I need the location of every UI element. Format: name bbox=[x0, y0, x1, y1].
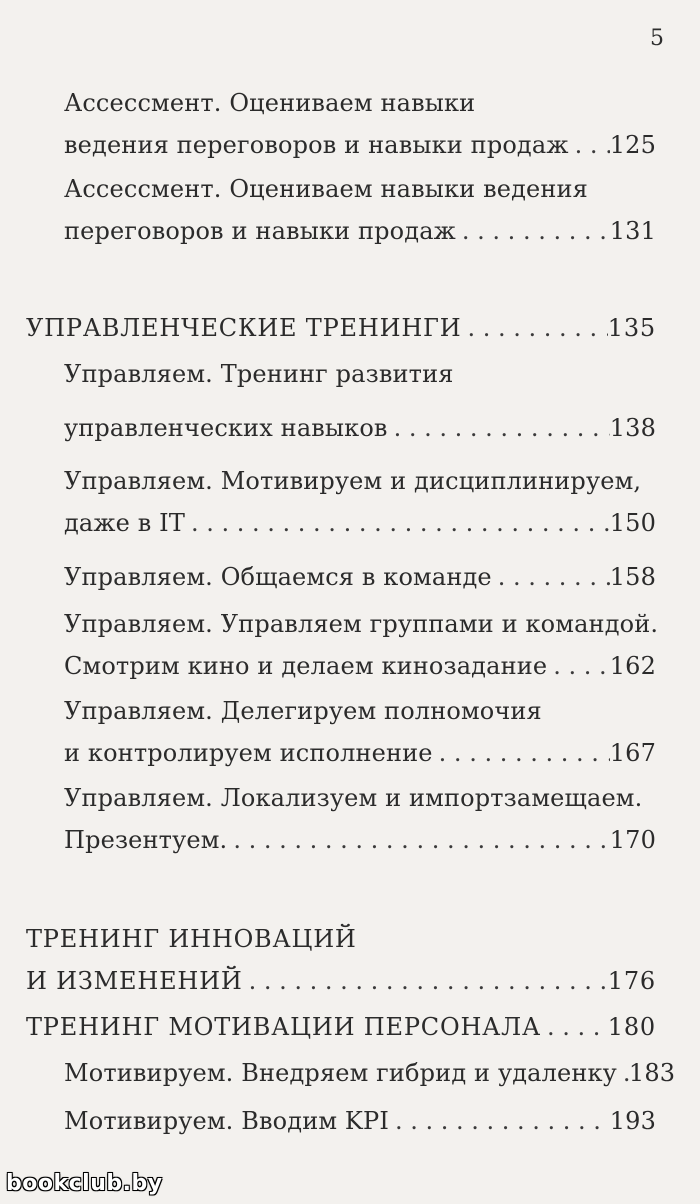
toc-entry-line: Управляем. Управляем группами и командой. bbox=[64, 610, 659, 638]
toc-entry-last-line bbox=[64, 210, 656, 252]
toc-page-number: 125 bbox=[609, 131, 656, 159]
toc-entry bbox=[64, 460, 656, 544]
toc-entry-line: Управляем. Мотивируем и дисциплинируем, bbox=[64, 467, 642, 495]
toc-page-number: 167 bbox=[609, 739, 656, 767]
toc-page-number: 183 bbox=[628, 1059, 676, 1087]
toc-page-number: 150 bbox=[609, 509, 656, 537]
dot-leader bbox=[389, 1100, 610, 1142]
toc-entry-last-line bbox=[26, 960, 656, 1002]
toc-entry bbox=[64, 603, 659, 687]
toc-entry-last-line bbox=[64, 645, 656, 687]
dot-leader bbox=[456, 210, 610, 252]
toc-entry-title: переговоров и навыки продаж bbox=[64, 217, 456, 245]
toc-page-number: 176 bbox=[607, 967, 656, 995]
toc-section-title: УПРАВЛЕНЧЕСКИЕ ТРЕНИНГИ bbox=[26, 314, 462, 342]
toc-entry-last-line bbox=[64, 732, 656, 774]
dot-leader bbox=[227, 819, 609, 861]
dot-leader bbox=[243, 960, 608, 1002]
toc-entry-title: Мотивируем. Вводим KPI bbox=[64, 1107, 389, 1135]
toc-page-number: 138 bbox=[609, 414, 656, 442]
dot-leader bbox=[433, 732, 610, 774]
toc-section-line: ТРЕНИНГ ИННОВАЦИЙ bbox=[26, 925, 357, 953]
toc-entry-last-line bbox=[64, 502, 656, 544]
toc-entry-line: Ассессмент. Оцениваем навыки ведения bbox=[64, 175, 588, 203]
toc-entry-title: и контролируем исполнение bbox=[64, 739, 433, 767]
dot-leader bbox=[185, 502, 610, 544]
toc-entry-line: Ассессмент. Оцениваем навыки bbox=[64, 89, 476, 117]
dot-leader bbox=[388, 407, 610, 449]
toc-entry bbox=[64, 168, 656, 252]
toc-page-number: 193 bbox=[609, 1107, 656, 1135]
toc-page-number: 170 bbox=[609, 826, 656, 854]
toc-entry-title: ведения переговоров и навыки продаж bbox=[64, 131, 569, 159]
dot-leader bbox=[547, 645, 610, 687]
dot-leader bbox=[569, 124, 610, 166]
toc-entry-title: даже в IT bbox=[64, 509, 185, 537]
toc-entry-title: Смотрим кино и делаем кинозадание bbox=[64, 652, 548, 680]
toc-section-title: И ИЗМЕНЕНИЙ bbox=[26, 967, 243, 995]
toc-entry-last-line bbox=[26, 1006, 656, 1048]
page-number: 5 bbox=[650, 26, 664, 51]
toc-entry-last-line bbox=[64, 1100, 656, 1142]
toc-entry-last-line bbox=[64, 407, 656, 449]
toc-entry bbox=[64, 82, 656, 166]
toc-page-number: 131 bbox=[609, 217, 656, 245]
toc-section-heading bbox=[26, 307, 656, 349]
dot-leader bbox=[492, 556, 610, 598]
toc-entry bbox=[64, 1052, 676, 1094]
site-watermark: bookclub.by bbox=[6, 1171, 163, 1196]
toc-page-number: 180 bbox=[607, 1013, 656, 1041]
toc-entry-last-line bbox=[64, 1052, 676, 1094]
toc-page-number: 162 bbox=[609, 652, 656, 680]
toc-entry-line: Управляем. Тренинг развития bbox=[64, 360, 454, 388]
toc-entry bbox=[64, 777, 656, 861]
toc-page-number: 158 bbox=[609, 563, 656, 591]
toc-entry-last-line bbox=[26, 307, 656, 349]
toc-section-heading bbox=[26, 1006, 656, 1048]
dot-leader bbox=[461, 307, 607, 349]
toc-entry-last-line bbox=[64, 124, 656, 166]
toc-entry bbox=[64, 353, 656, 449]
toc-page-number: 135 bbox=[607, 314, 656, 342]
toc-entry-line: Управляем. Делегируем полномочия bbox=[64, 697, 542, 725]
toc-entry bbox=[64, 690, 656, 774]
toc-entry bbox=[64, 556, 656, 598]
dot-leader bbox=[617, 1052, 629, 1094]
toc-section-heading bbox=[26, 918, 656, 1002]
toc-entry-last-line bbox=[64, 819, 656, 861]
dot-leader bbox=[541, 1006, 608, 1048]
toc-entry-title: управленческих навыков bbox=[64, 414, 388, 442]
toc-entry-title: Управляем. Общаемся в команде bbox=[64, 563, 492, 591]
toc-entry bbox=[64, 1100, 656, 1142]
toc-section-title: ТРЕНИНГ МОТИВАЦИИ ПЕРСОНАЛА bbox=[26, 1013, 541, 1041]
toc-entry-last-line bbox=[64, 556, 656, 598]
toc-entry-line: Управляем. Локализуем и импортзамещаем. bbox=[64, 784, 643, 812]
toc-entry-title: Мотивируем. Внедряем гибрид и удаленку bbox=[64, 1059, 617, 1087]
toc-entry-title: Презентуем. bbox=[64, 826, 228, 854]
